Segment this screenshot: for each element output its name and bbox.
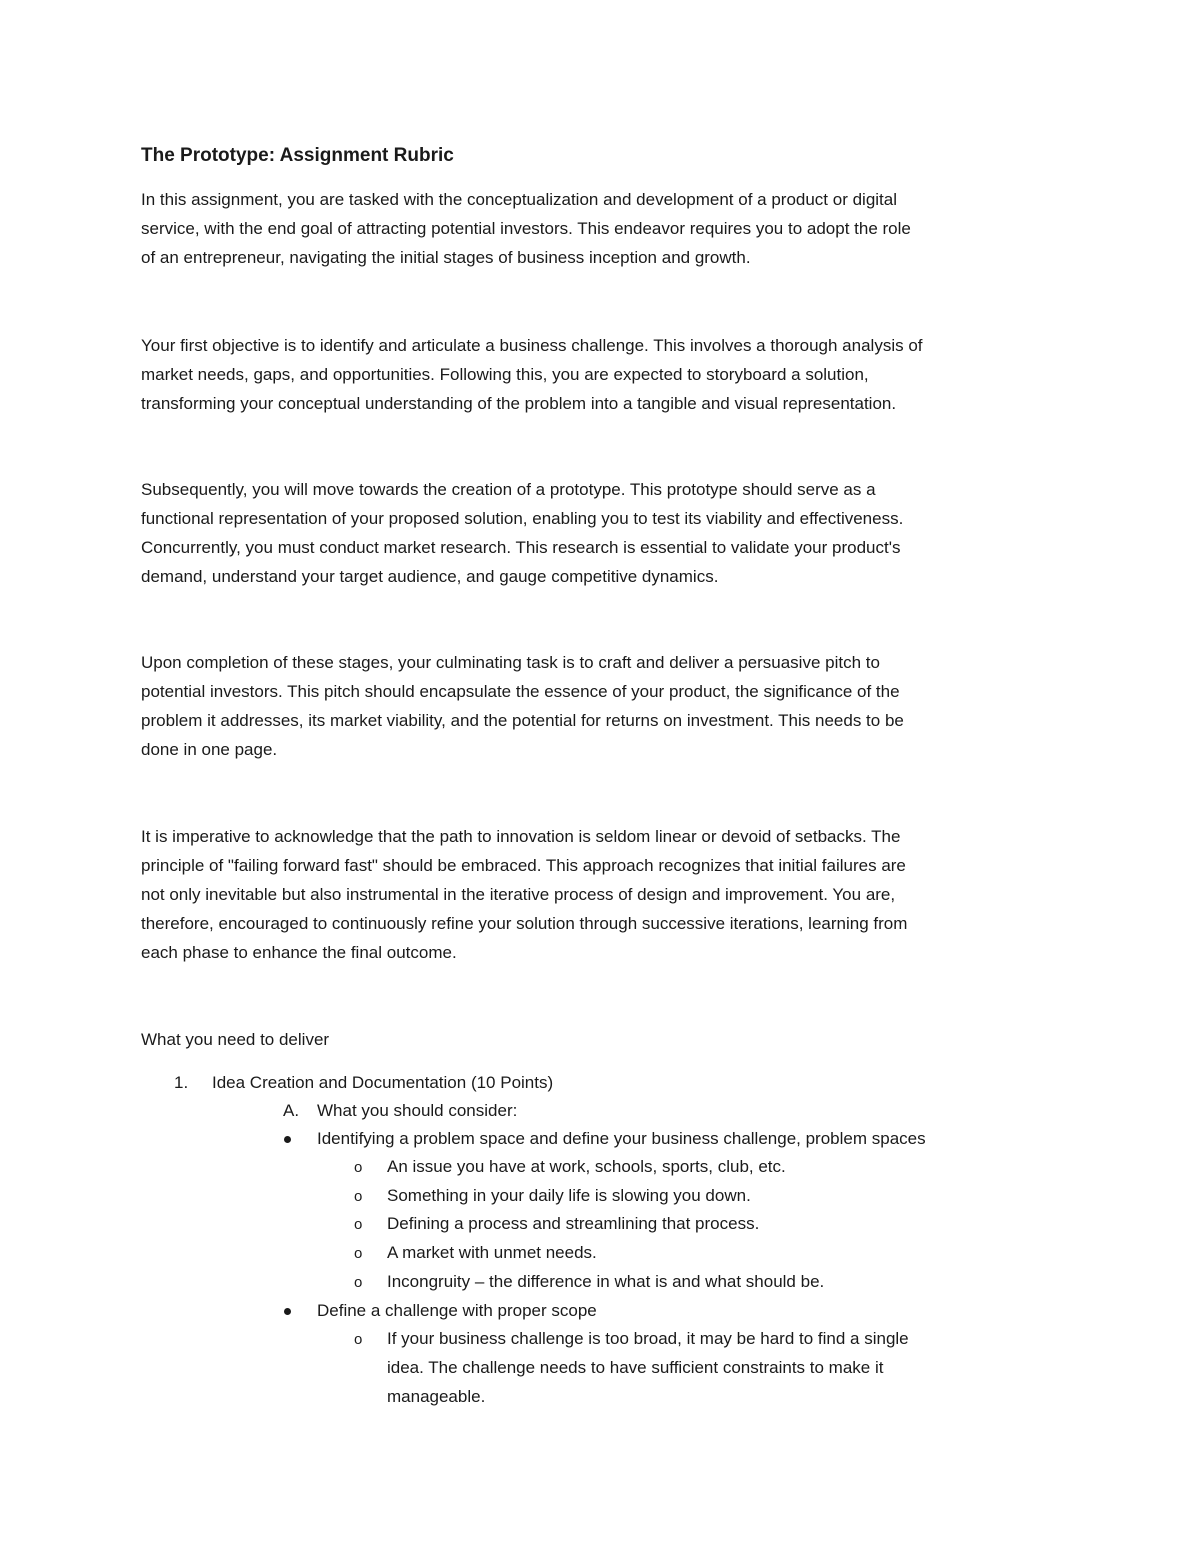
list-subitem-line: If your business challenge is too broad, it may be hard to find a single — [387, 1329, 909, 1348]
list-number: 1. — [174, 1073, 189, 1092]
bullet-icon — [284, 1136, 291, 1143]
paragraph-intro — [141, 185, 1056, 272]
paragraph-line: of an entrepreneur, navigating the initial stages of business inception and growth. — [141, 248, 751, 267]
paragraph-line: Upon completion of these stages, your culminating task is to craft and deliver a persuasive pitch to — [141, 653, 880, 672]
bullet-icon — [284, 1308, 291, 1315]
paragraph-line: Your first objective is to identify and articulate a business challenge. This involves a thorough analysis of — [141, 336, 923, 355]
paragraph-line: principle of "failing forward fast" should be embraced. This approach recognizes that initial failures are — [141, 856, 906, 875]
paragraph-line: therefore, encouraged to continuously refine your solution through successive iterations, learning from — [141, 914, 908, 933]
paragraph-line: transforming your conceptual understanding of the problem into a tangible and visual representation. — [141, 394, 897, 413]
deliverables-heading: What you need to deliver — [141, 1030, 330, 1049]
paragraph-line: Concurrently, you must conduct market research. This research is essential to validate your product's — [141, 538, 901, 557]
paragraph-line: potential investors. This pitch should encapsulate the essence of your product, the significance of the — [141, 682, 900, 701]
paragraph-prototype — [141, 475, 1056, 591]
paragraph-line: not only inevitable but also instrumental in the iterative process of design and improvement. You are, — [141, 885, 896, 904]
list-item-consider: What you should consider: — [317, 1101, 518, 1120]
paragraph-objective — [141, 331, 1056, 418]
paragraph-line: market needs, gaps, and opportunities. Following this, you are expected to storyboard a solution, — [141, 365, 869, 384]
paragraph-line: It is imperative to acknowledge that the path to innovation is seldom linear or devoid of setbacks. The — [141, 827, 901, 846]
paragraph-failing-forward — [141, 822, 1056, 967]
paragraph-line: demand, understand your target audience, and gauge competitive dynamics. — [141, 567, 719, 586]
circle-bullet-icon: o — [354, 1188, 363, 1205]
paragraph-line: problem it addresses, its market viability, and the potential for returns on investment. This needs to be — [141, 711, 904, 730]
circle-bullet-icon: o — [354, 1159, 363, 1176]
list-item-problem-space: Identifying a problem space and define your business challenge, problem spaces — [317, 1129, 926, 1148]
paragraph-line: functional representation of your proposed solution, enabling you to test its viability and effectiveness. — [141, 509, 904, 528]
list-item-define-challenge: Define a challenge with proper scope — [317, 1301, 597, 1320]
list-letter: A. — [283, 1101, 300, 1120]
paragraph-line: done in one page. — [141, 740, 278, 759]
list-subitem: Something in your daily life is slowing you down. — [387, 1186, 751, 1205]
paragraph-line: Subsequently, you will move towards the creation of a prototype. This prototype should serve as a — [141, 480, 876, 499]
document-title: The Prototype: Assignment Rubric — [141, 145, 454, 166]
list-subitem: Defining a process and streamlining that process. — [387, 1214, 760, 1233]
paragraph-line: each phase to enhance the final outcome. — [141, 943, 457, 962]
circle-bullet-icon: o — [354, 1216, 363, 1233]
list-item-idea-creation: Idea Creation and Documentation (10 Points) — [212, 1073, 554, 1092]
circle-bullet-icon: o — [354, 1331, 363, 1348]
paragraph-pitch — [141, 648, 1056, 764]
list-subitem-line: manageable. — [387, 1387, 486, 1406]
circle-bullet-icon: o — [354, 1274, 363, 1291]
paragraph-line: service, with the end goal of attracting potential investors. This endeavor requires you to adopt the role — [141, 219, 911, 238]
list-subitem: Incongruity – the difference in what is and what should be. — [387, 1272, 825, 1291]
circle-bullet-icon: o — [354, 1245, 363, 1262]
list-subitem: An issue you have at work, schools, sports, club, etc. — [387, 1157, 786, 1176]
list-subitem: A market with unmet needs. — [387, 1243, 597, 1262]
list-subitem-line: idea. The challenge needs to have sufficient constraints to make it — [387, 1358, 884, 1377]
paragraph-line: In this assignment, you are tasked with the conceptualization and development of a product or digital — [141, 190, 898, 209]
